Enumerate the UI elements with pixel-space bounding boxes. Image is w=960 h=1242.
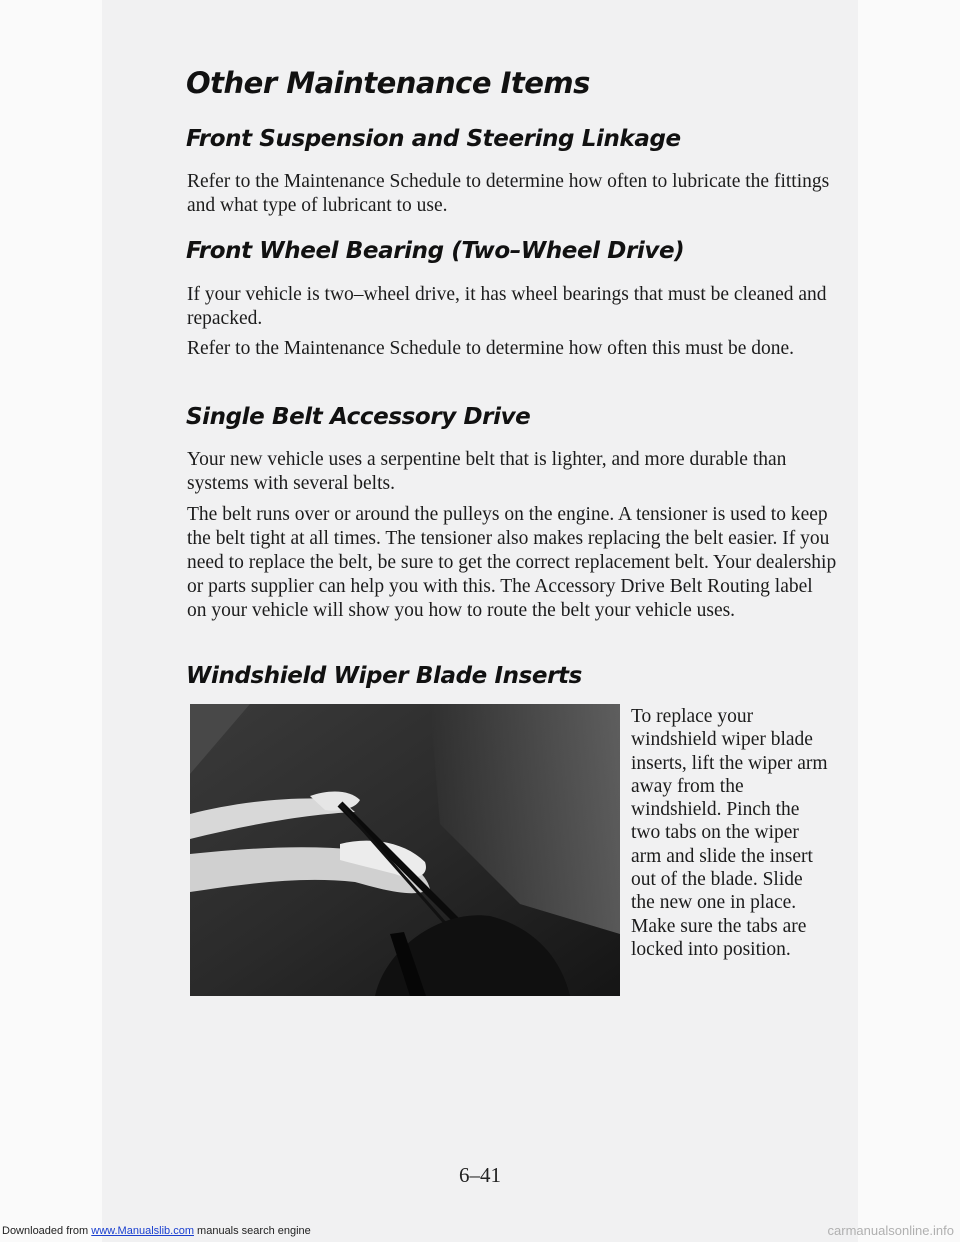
right-margin xyxy=(858,0,960,1242)
paragraph-belt-drive-2: The belt runs over or around the pulleys on the engine. A tensioner is used to keep the belt tight at all times. The tensioner also makes replacing the belt easier. If you need to replace the belt, be sure to get the correct replacement belt. Your dealership or parts supplier can help you with this. The Accessory Drive Belt Routing label on your vehicle will show you how to route the belt your vehicle uses. xyxy=(187,504,837,621)
paragraph-wiper-inserts: To replace your windshield wiper blade inserts, lift the wiper arm away from the windshield. Pinch the two tabs on the wiper arm and slide the insert out of the blade. Slide the new one in place. Make sure the tabs are locked into position. xyxy=(631,706,828,960)
footer-suffix: manuals search engine xyxy=(197,1225,311,1237)
section-heading-front-wheel-bearing: Front Wheel Bearing (Two–Wheel Drive) xyxy=(186,238,685,264)
footer-prefix: Downloaded from xyxy=(2,1225,89,1237)
paragraph-belt-drive-1: Your new vehicle uses a serpentine belt that is lighter, and more durable than systems with several belts. xyxy=(187,449,787,494)
paragraph-wheel-bearing-2: Refer to the Maintenance Schedule to determine how often this must be done. xyxy=(187,338,795,359)
wiper-blade-photo xyxy=(190,704,620,996)
manualslib-link[interactable]: www.Manualslib.com xyxy=(91,1225,194,1237)
section-heading-wiper-inserts: Windshield Wiper Blade Inserts xyxy=(186,663,582,689)
watermark: carmanualsonline.info xyxy=(827,1223,954,1238)
download-footer xyxy=(2,1225,311,1237)
paragraph-front-suspension: Refer to the Maintenance Schedule to determine how often to lubricate the fittings and what type of lubricant to use. xyxy=(187,171,830,216)
section-heading-belt-drive: Single Belt Accessory Drive xyxy=(186,404,531,430)
section-heading-front-suspension: Front Suspension and Steering Linkage xyxy=(186,126,681,152)
paragraph-wheel-bearing-1: If your vehicle is two–wheel drive, it has wheel bearings that must be cleaned and repacked. xyxy=(187,284,827,329)
page-title: Other Maintenance Items xyxy=(186,66,590,100)
left-margin xyxy=(0,0,102,1242)
page-number: 6–41 xyxy=(459,1163,501,1187)
